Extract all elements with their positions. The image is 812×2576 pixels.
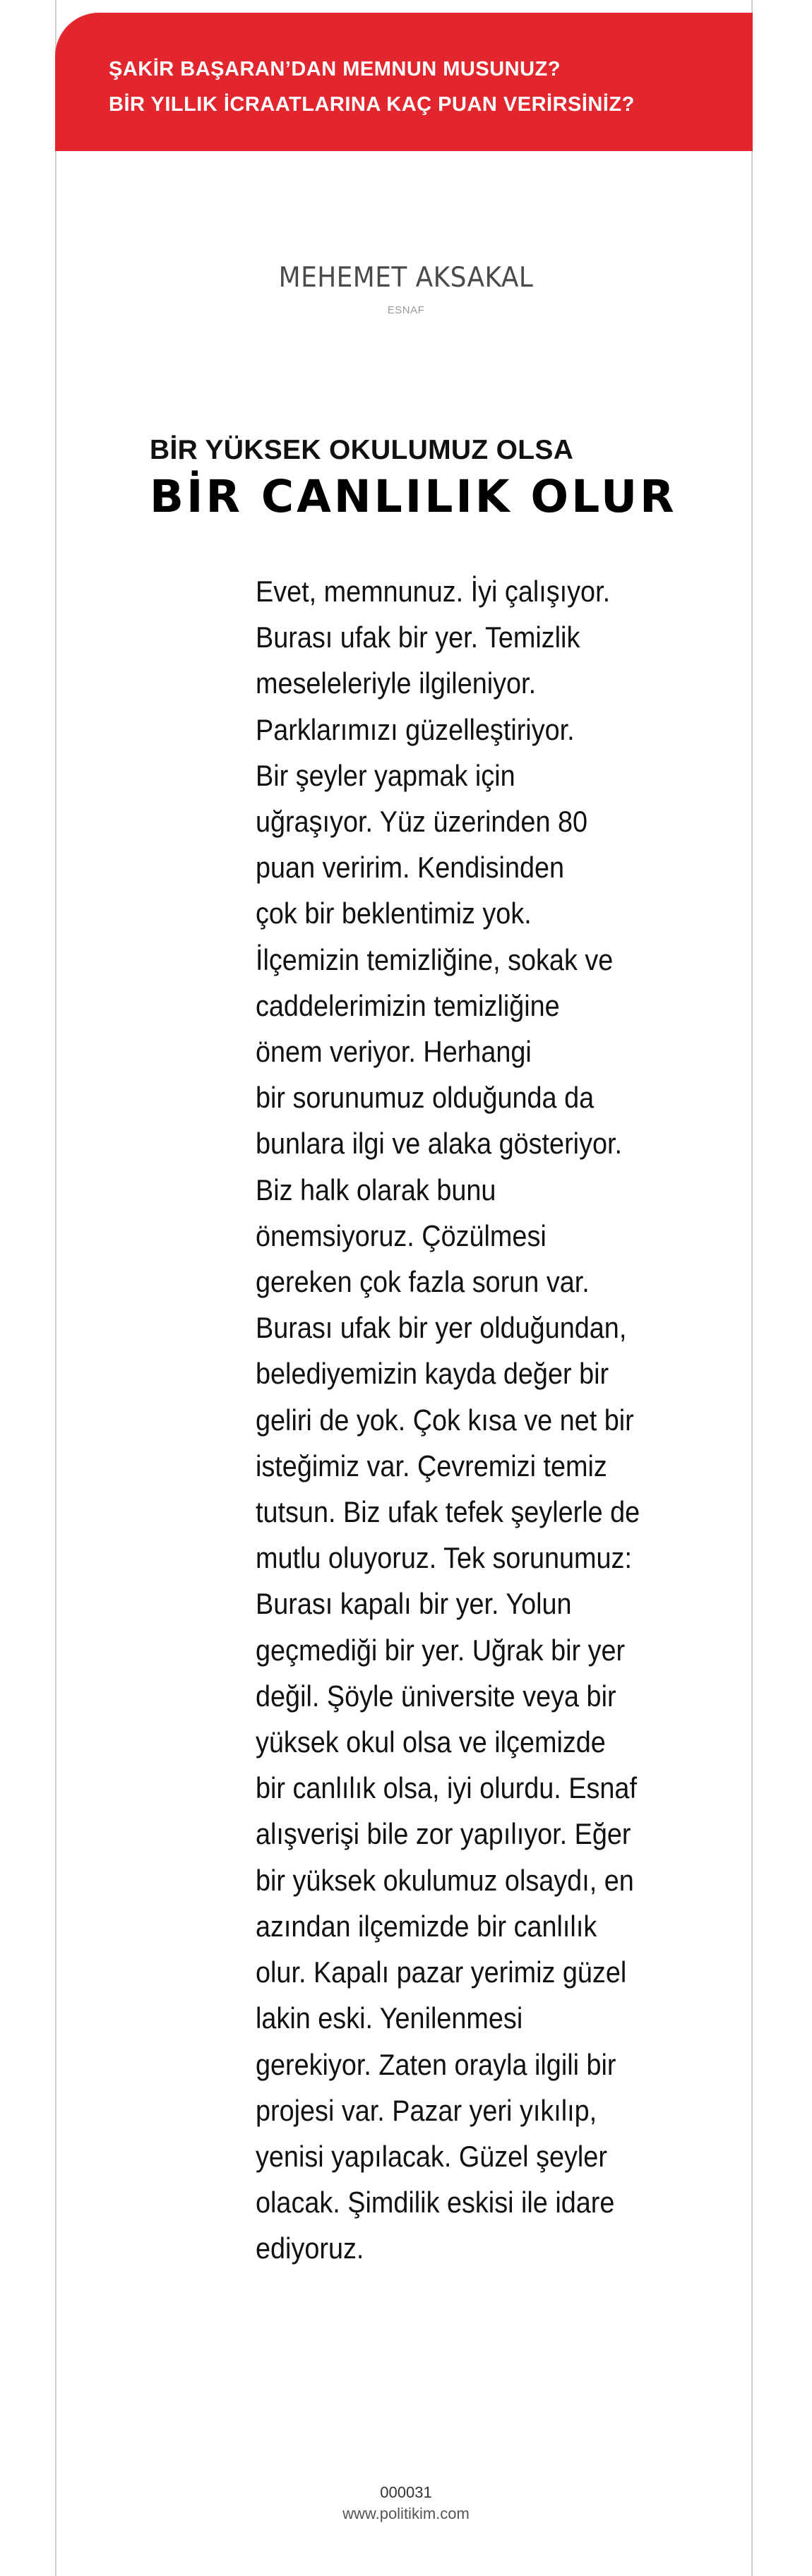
header-question-line-1: ŞAKİR BAŞARAN’DAN MEMNUN MUSUNUZ? (109, 58, 561, 80)
article-body-line: caddelerimizin temizliğine (256, 988, 560, 1022)
article-body-line: Parklarımızı güzelleştiriyor. (256, 712, 575, 746)
article-body-line: belediyemizin kayda değer bir (256, 1357, 609, 1391)
article-body-line: uğraşıyor. Yüz üzerinden 80 (256, 805, 588, 839)
article-body-line: bir sorunumuz olduğunda da (256, 1081, 595, 1115)
article-body-line: isteğimiz var. Çevremizi temiz (256, 1449, 607, 1482)
article-body (256, 568, 672, 2272)
article-headline: BİR CANLILIK OLUR (150, 471, 677, 522)
page-number: 000031 (380, 2484, 432, 2501)
article-body-line: İlçemizin temizliğine, sokak ve (256, 942, 614, 976)
article-body-line: olur. Kapalı pazar yerimiz güzel (256, 1955, 627, 1989)
article-body-line: bir yüksek okulumuz olsaydı, en (256, 1863, 634, 1897)
article-body-line: Burası ufak bir yer olduğundan, (256, 1311, 627, 1345)
article-body-line: Evet, memnunuz. İyi çalışıyor. (256, 575, 611, 608)
article-body-line: değil. Şöyle üniversite veya bir (256, 1679, 616, 1713)
article-body-line: yüksek okul olsa ve ilçemizde (256, 1725, 606, 1759)
article-body-line: lakin eski. Yenilenmesi (256, 2001, 523, 2035)
article-body-line: çok bir beklentimiz yok. (256, 897, 532, 930)
header-banner (55, 13, 753, 151)
article-body-line: Biz halk olarak bunu (256, 1173, 496, 1206)
article-body-line: geçmediği bir yer. Uğrak bir yer (256, 1633, 626, 1667)
article-body-line: yenisi yapılacak. Güzel şeyler (256, 2139, 607, 2173)
article-body-line: tutsun. Biz ufak tefek şeylerle de (256, 1495, 640, 1529)
article-body-line: önem veriyor. Herhangi (256, 1035, 532, 1069)
person-title: ESNAF (387, 304, 425, 316)
article-body-line: gerekiyor. Zaten orayla ilgili bir (256, 2047, 616, 2081)
article-body-line: önemsiyoruz. Çözülmesi (256, 1218, 547, 1252)
article-body-line: meseleleriyle ilgileniyor. (256, 666, 537, 700)
article-kicker: BİR YÜKSEK OKULUMUZ OLSA (150, 435, 574, 465)
article-body-line: bunlara ilgi ve alaka gösteriyor. (256, 1127, 623, 1161)
article-body-line: puan veririm. Kendisinden (256, 851, 565, 885)
article-body-line: geliri de yok. Çok kısa ve net bir (256, 1403, 634, 1437)
site-url[interactable]: www.politikim.com (342, 2505, 470, 2522)
article-body-line: bir canlılık olsa, iyi olurdu. Esnaf (256, 1771, 637, 1805)
article-body-line: Burası kapalı bir yer. Yolun (256, 1587, 572, 1621)
article-body-line: projesi var. Pazar yeri yıkılıp, (256, 2093, 597, 2127)
article-body-line: azından ilçemizde bir canlılık (256, 1909, 597, 1943)
person-name: MEHEMET AKSAKAL (278, 262, 534, 294)
article-body-line: gereken çok fazla sorun var. (256, 1265, 590, 1299)
article-body-line: mutlu oluyoruz. Tek sorunumuz: (256, 1541, 632, 1575)
header-question-line-2: BİR YILLIK İCRAATLARINA KAÇ PUAN VERİRSİNİZ? (109, 93, 635, 116)
article-body-line: olacak. Şimdilik eskisi ile idare (256, 2186, 615, 2219)
article-body-line: Burası ufak bir yer. Temizlik (256, 621, 580, 654)
article-body-line: ediyoruz. (256, 2231, 364, 2265)
article-body-line: alışverişi bile zor yapılıyor. Eğer (256, 1817, 631, 1851)
article-body-line: Bir şeyler yapmak için (256, 758, 515, 792)
